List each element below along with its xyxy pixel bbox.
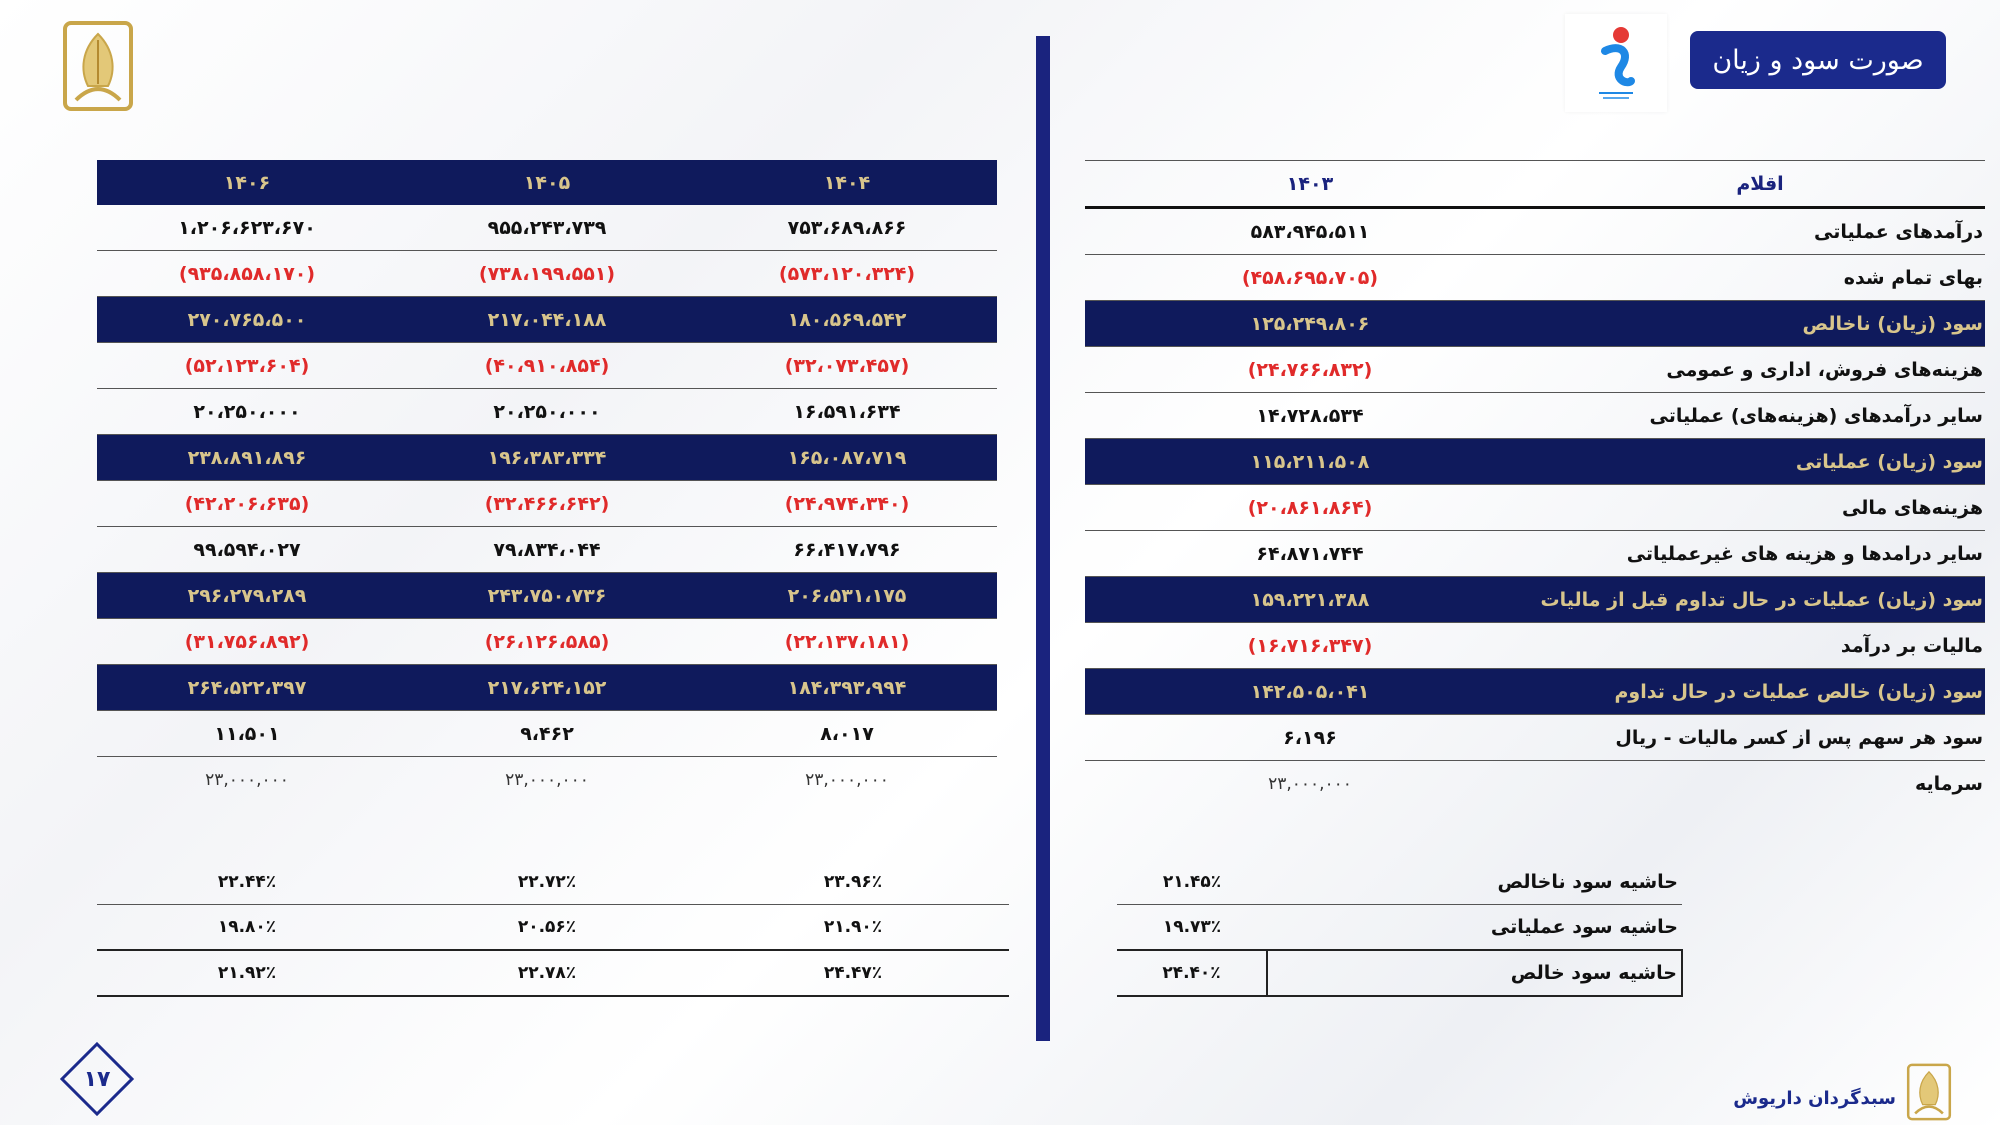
cell: ۲۱.۴۵٪ <box>1117 860 1267 905</box>
cell: (۳۲،۴۶۶،۶۴۲) <box>397 481 697 527</box>
col-header: ۱۴۰۵ <box>397 160 697 205</box>
cell: ۱،۲۰۶،۶۲۳،۶۷۰ <box>97 205 397 251</box>
cell: ۸،۰۱۷ <box>697 711 997 757</box>
col-header: اقلام <box>1535 161 1985 208</box>
cell: ۲۴۳،۷۵۰،۷۳۶ <box>397 573 697 619</box>
cell: ۱۸۴،۳۹۳،۹۹۴ <box>697 665 997 711</box>
table-row <box>1085 669 1985 715</box>
table-row <box>1085 761 1985 807</box>
cell: ۵۸۳،۹۴۵،۵۱۱ <box>1085 208 1535 255</box>
table-row <box>97 389 997 435</box>
row-label: سرمایه <box>1914 772 1983 795</box>
col-header: ۱۴۰۴ <box>697 160 997 205</box>
table-row <box>97 481 997 527</box>
table-row <box>97 527 997 573</box>
table-row <box>97 435 997 481</box>
table-row <box>1085 347 1985 393</box>
cell: ۱۹۶،۳۸۳،۳۳۴ <box>397 435 697 481</box>
cell: ۱۶۵،۰۸۷،۷۱۹ <box>697 435 997 481</box>
table-row <box>1085 715 1985 761</box>
cell: (۲۶،۱۲۶،۵۸۵) <box>397 619 697 665</box>
col-header: ۱۴۰۳ <box>1085 161 1535 208</box>
table-row <box>1085 301 1985 347</box>
cell: ۲۳.۹۶٪ <box>697 860 1009 905</box>
cell: ۶،۱۹۶ <box>1085 715 1535 761</box>
cell: ۲۰،۲۵۰،۰۰۰ <box>397 389 697 435</box>
cell: ۱۵۹،۲۲۱،۳۸۸ <box>1085 577 1535 623</box>
cell: ۲۴.۴۷٪ <box>697 950 1009 996</box>
table-row <box>97 297 997 343</box>
table-row <box>97 205 997 251</box>
cell: (۳۲،۰۷۳،۴۵۷) <box>697 343 997 389</box>
cell: (۴۰،۹۱۰،۸۵۴) <box>397 343 697 389</box>
table-row <box>1085 623 1985 669</box>
cell: ۶۴،۸۷۱،۷۴۴ <box>1085 531 1535 577</box>
table-row <box>97 665 997 711</box>
cell: (۴۲،۲۰۶،۶۳۵) <box>97 481 397 527</box>
table-row <box>1085 485 1985 531</box>
cell: ۲۱۷،۰۴۴،۱۸۸ <box>397 297 697 343</box>
row-label: حاشیه سود خالص <box>1267 950 1682 996</box>
table-row <box>97 573 997 619</box>
cell: (۲۰،۸۶۱،۸۶۴) <box>1085 485 1535 531</box>
footer-company-name: سبدگردان داریوش <box>1733 1088 1896 1109</box>
col-header: ۱۴۰۶ <box>97 160 397 205</box>
partner-logo <box>1565 14 1667 112</box>
row-label: سایر درامدها و هزینه های غیرعملیاتی <box>1535 531 1985 577</box>
cell: (۹۳۵،۸۵۸،۱۷۰) <box>97 251 397 297</box>
cell: ۱۴۲،۵۰۵،۰۴۱ <box>1085 669 1535 715</box>
cell: (۴۵۸،۶۹۵،۷۰۵) <box>1085 255 1535 301</box>
table-row <box>97 950 1009 996</box>
cell: ۲۱۷،۶۲۴،۱۵۲ <box>397 665 697 711</box>
cell: ۹۹،۵۹۴،۰۲۷ <box>97 527 397 573</box>
cell: ۲۳,۰۰۰,۰۰۰ <box>205 769 289 790</box>
cell: ۱۹.۷۳٪ <box>1117 905 1267 951</box>
row-label: درآمدهای عملیاتی <box>1535 208 1985 255</box>
row-label: هزینه‌های فروش، اداری و عمومی <box>1535 347 1985 393</box>
table-row <box>97 711 997 757</box>
margins-projection-table <box>97 860 1009 997</box>
table-row <box>1085 208 1985 255</box>
table-row <box>97 905 1009 951</box>
cell: ۲۳,۰۰۰,۰۰۰ <box>1268 773 1352 794</box>
row-label: حاشیه سود عملیاتی <box>1267 905 1682 951</box>
cell: ۲۶۴،۵۲۲،۳۹۷ <box>97 665 397 711</box>
table-row <box>1085 255 1985 301</box>
cell: ۲۳۸،۸۹۱،۸۹۶ <box>97 435 397 481</box>
cell: (۲۲،۱۳۷،۱۸۱) <box>697 619 997 665</box>
projection-header-row <box>97 160 997 205</box>
page-number-badge <box>60 1042 134 1116</box>
table-row <box>1117 905 1682 951</box>
cell: ۹۵۵،۲۴۳،۷۳۹ <box>397 205 697 251</box>
cell: ۲۹۶،۲۷۹،۲۸۹ <box>97 573 397 619</box>
cell: ۲۳,۰۰۰,۰۰۰ <box>505 769 589 790</box>
cell: ۱۴،۷۲۸،۵۳۴ <box>1085 393 1535 439</box>
cell: ۲۲.۴۴٪ <box>97 860 397 905</box>
row-label: سایر درآمدهای (هزینه‌های) عملیاتی <box>1535 393 1985 439</box>
row-label: سود هر سهم پس از کسر مالیات - ریال <box>1535 715 1985 761</box>
row-label: هزینه‌های مالی <box>1535 485 1985 531</box>
row-label: بهای تمام شده <box>1535 255 1985 301</box>
cell: ۲۰.۵۶٪ <box>397 905 697 951</box>
cell: (۲۴،۹۷۴،۳۴۰) <box>697 481 997 527</box>
cell: ۹،۴۶۲ <box>397 711 697 757</box>
row-label: سود (زیان) خالص عملیات در حال تداوم <box>1535 669 1985 715</box>
cell: ۱۲۵،۲۴۹،۸۰۶ <box>1085 301 1535 347</box>
cell: ۲۱.۹۲٪ <box>97 950 397 996</box>
table-row <box>97 757 997 803</box>
row-label: سود (زیان) ناخالص <box>1535 301 1985 347</box>
table-row <box>97 860 1009 905</box>
cell: (۳۱،۷۵۶،۸۹۲) <box>97 619 397 665</box>
table-row <box>97 251 997 297</box>
cell: ۱۹.۸۰٪ <box>97 905 397 951</box>
table-row <box>1117 860 1682 905</box>
row-label: سود (زیان) عملیاتی <box>1535 439 1985 485</box>
table-row <box>1117 950 1682 996</box>
margins-table <box>1117 860 1683 997</box>
company-logo-top <box>62 20 134 112</box>
page-title: صورت سود و زیان <box>1690 31 1946 89</box>
cell: ۲۰۶،۵۳۱،۱۷۵ <box>697 573 997 619</box>
table-row <box>97 619 997 665</box>
cell: (۲۴،۷۶۶،۸۳۲) <box>1085 347 1535 393</box>
cell: ۷۵۳،۶۸۹،۸۶۶ <box>697 205 997 251</box>
table-row <box>97 343 997 389</box>
cell: (۵۷۳،۱۲۰،۳۲۴) <box>697 251 997 297</box>
cell: ۱۸۰،۵۶۹،۵۴۲ <box>697 297 997 343</box>
vertical-divider <box>1036 36 1050 1041</box>
cell: ۲۷۰،۷۶۵،۵۰۰ <box>97 297 397 343</box>
row-label: سود (زیان) عملیات در حال تداوم قبل از مالیات <box>1535 577 1985 623</box>
cell: ۲۲.۷۸٪ <box>397 950 697 996</box>
income-statement-table <box>1085 160 1985 806</box>
cell: ۱۱۵،۲۱۱،۵۰۸ <box>1085 439 1535 485</box>
cell: ۷۹،۸۳۴،۰۴۴ <box>397 527 697 573</box>
cell: (۱۶،۷۱۶،۳۴۷) <box>1085 623 1535 669</box>
cell: ۱۶،۵۹۱،۶۳۴ <box>697 389 997 435</box>
table-row <box>1085 577 1985 623</box>
cell: ۲۴.۴۰٪ <box>1117 950 1267 996</box>
income-header-row <box>1085 161 1985 208</box>
row-label: مالیات بر درآمد <box>1535 623 1985 669</box>
company-logo-bottom <box>1906 1063 1952 1121</box>
projection-table <box>97 160 997 802</box>
cell: ۲۱.۹۰٪ <box>697 905 1009 951</box>
table-row <box>1085 439 1985 485</box>
cell: ۱۱،۵۰۱ <box>97 711 397 757</box>
table-row <box>1085 393 1985 439</box>
cell: (۷۳۸،۱۹۹،۵۵۱) <box>397 251 697 297</box>
table-row <box>1085 531 1985 577</box>
cell: ۶۶،۴۱۷،۷۹۶ <box>697 527 997 573</box>
cell: ۲۲.۷۲٪ <box>397 860 697 905</box>
cell: ۲۰،۲۵۰،۰۰۰ <box>97 389 397 435</box>
cell: ۲۳,۰۰۰,۰۰۰ <box>805 769 889 790</box>
page-number: ۱۷ <box>83 1066 111 1092</box>
row-label: حاشیه سود ناخالص <box>1267 860 1682 905</box>
cell: (۵۲،۱۲۳،۶۰۴) <box>97 343 397 389</box>
